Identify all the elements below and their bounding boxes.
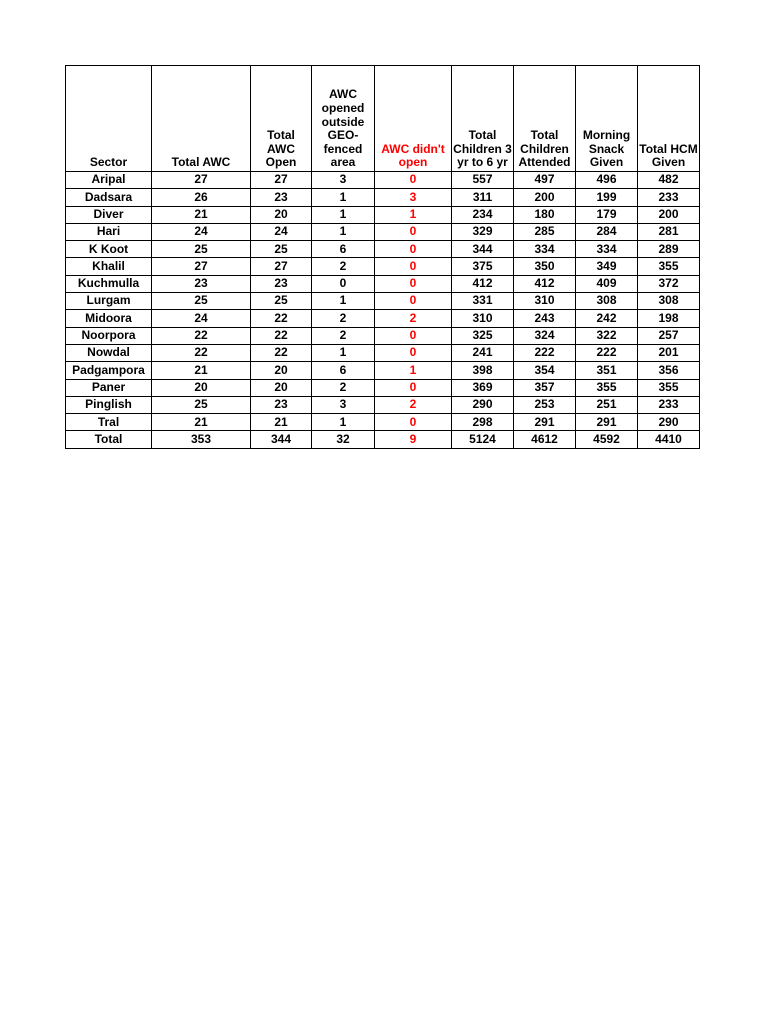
value-cell: 22	[251, 310, 312, 327]
value-cell: 290	[638, 414, 700, 431]
value-cell: 0	[375, 258, 452, 275]
sector-cell: Padgampora	[66, 362, 152, 379]
value-cell: 354	[514, 362, 576, 379]
value-cell: 290	[452, 396, 514, 413]
value-cell: 334	[514, 241, 576, 258]
value-cell: 0	[375, 344, 452, 361]
value-cell: 233	[638, 189, 700, 206]
value-cell: 324	[514, 327, 576, 344]
value-cell: 25	[152, 241, 251, 258]
table-row	[66, 344, 700, 361]
header-children-attended: Total Children Attended	[514, 66, 576, 172]
value-cell: 310	[452, 310, 514, 327]
value-cell: 350	[514, 258, 576, 275]
value-cell: 284	[576, 223, 638, 240]
value-cell: 3	[375, 189, 452, 206]
value-cell: 2	[312, 327, 375, 344]
value-cell: 1	[375, 206, 452, 223]
value-cell: 369	[452, 379, 514, 396]
sector-cell: Khalil	[66, 258, 152, 275]
value-cell: 409	[576, 275, 638, 292]
header-row	[66, 66, 700, 172]
value-cell: 4592	[576, 431, 638, 448]
value-cell: 2	[375, 396, 452, 413]
header-total-awc-open: Total AWC Open	[251, 66, 312, 172]
sector-cell: Noorpora	[66, 327, 152, 344]
value-cell: 234	[452, 206, 514, 223]
sector-cell: Lurgam	[66, 293, 152, 310]
value-cell: 20	[251, 379, 312, 396]
value-cell: 23	[251, 189, 312, 206]
value-cell: 412	[514, 275, 576, 292]
value-cell: 22	[251, 344, 312, 361]
value-cell: 4612	[514, 431, 576, 448]
value-cell: 398	[452, 362, 514, 379]
value-cell: 0	[375, 327, 452, 344]
header-total-hcm: Total HCM Given	[638, 66, 700, 172]
value-cell: 21	[152, 362, 251, 379]
value-cell: 291	[514, 414, 576, 431]
sector-cell: Midoora	[66, 310, 152, 327]
value-cell: 3	[312, 172, 375, 189]
table-row	[66, 206, 700, 223]
value-cell: 27	[251, 258, 312, 275]
value-cell: 2	[312, 379, 375, 396]
value-cell: 0	[375, 414, 452, 431]
value-cell: 251	[576, 396, 638, 413]
value-cell: 372	[638, 275, 700, 292]
value-cell: 198	[638, 310, 700, 327]
table-row	[66, 223, 700, 240]
value-cell: 311	[452, 189, 514, 206]
value-cell: 21	[251, 414, 312, 431]
value-cell: 0	[375, 241, 452, 258]
table-row	[66, 362, 700, 379]
table-row	[66, 258, 700, 275]
value-cell: 557	[452, 172, 514, 189]
value-cell: 1	[312, 189, 375, 206]
value-cell: 25	[152, 293, 251, 310]
value-cell: 9	[375, 431, 452, 448]
value-cell: 25	[251, 241, 312, 258]
value-cell: 24	[152, 310, 251, 327]
value-cell: 24	[251, 223, 312, 240]
value-cell: 0	[375, 275, 452, 292]
value-cell: 412	[452, 275, 514, 292]
sector-cell: Tral	[66, 414, 152, 431]
value-cell: 257	[638, 327, 700, 344]
value-cell: 310	[514, 293, 576, 310]
value-cell: 26	[152, 189, 251, 206]
value-cell: 1	[312, 414, 375, 431]
value-cell: 23	[152, 275, 251, 292]
table-row	[66, 172, 700, 189]
awc-summary-table	[65, 65, 700, 449]
value-cell: 298	[452, 414, 514, 431]
table-row	[66, 275, 700, 292]
table-row	[66, 293, 700, 310]
value-cell: 233	[638, 396, 700, 413]
header-awc-outside-geofence: AWC opened outside GEO-fenced area	[312, 66, 375, 172]
value-cell: 20	[251, 206, 312, 223]
table-row	[66, 327, 700, 344]
table-row	[66, 241, 700, 258]
value-cell: 23	[251, 396, 312, 413]
value-cell: 5124	[452, 431, 514, 448]
value-cell: 329	[452, 223, 514, 240]
value-cell: 334	[576, 241, 638, 258]
header-total-children: Total Children 3 yr to 6 yr	[452, 66, 514, 172]
table-row	[66, 379, 700, 396]
value-cell: 1	[312, 344, 375, 361]
value-cell: 281	[638, 223, 700, 240]
header-sector: Sector	[66, 66, 152, 172]
value-cell: 25	[152, 396, 251, 413]
value-cell: 0	[375, 379, 452, 396]
value-cell: 253	[514, 396, 576, 413]
value-cell: 289	[638, 241, 700, 258]
value-cell: 25	[251, 293, 312, 310]
table-body	[66, 172, 700, 449]
value-cell: 27	[152, 172, 251, 189]
value-cell: 27	[251, 172, 312, 189]
value-cell: 325	[452, 327, 514, 344]
value-cell: 6	[312, 362, 375, 379]
sector-cell: K Koot	[66, 241, 152, 258]
value-cell: 375	[452, 258, 514, 275]
value-cell: 496	[576, 172, 638, 189]
value-cell: 2	[312, 258, 375, 275]
value-cell: 308	[638, 293, 700, 310]
table-row	[66, 396, 700, 413]
value-cell: 0	[312, 275, 375, 292]
value-cell: 353	[152, 431, 251, 448]
value-cell: 285	[514, 223, 576, 240]
value-cell: 1	[375, 362, 452, 379]
value-cell: 3	[312, 396, 375, 413]
value-cell: 200	[514, 189, 576, 206]
value-cell: 243	[514, 310, 576, 327]
value-cell: 222	[514, 344, 576, 361]
table-row	[66, 414, 700, 431]
sector-cell: Aripal	[66, 172, 152, 189]
sector-cell: Kuchmulla	[66, 275, 152, 292]
total-row	[66, 431, 700, 448]
value-cell: 180	[514, 206, 576, 223]
table-row	[66, 310, 700, 327]
value-cell: 179	[576, 206, 638, 223]
header-morning-snack: Morning Snack Given	[576, 66, 638, 172]
value-cell: 0	[375, 293, 452, 310]
sector-cell: Nowdal	[66, 344, 152, 361]
value-cell: 344	[452, 241, 514, 258]
value-cell: 0	[375, 223, 452, 240]
value-cell: 20	[251, 362, 312, 379]
value-cell: 1	[312, 223, 375, 240]
header-total-awc: Total AWC	[152, 66, 251, 172]
value-cell: 21	[152, 414, 251, 431]
value-cell: 357	[514, 379, 576, 396]
value-cell: 497	[514, 172, 576, 189]
value-cell: 322	[576, 327, 638, 344]
sector-cell: Dadsara	[66, 189, 152, 206]
value-cell: 356	[638, 362, 700, 379]
value-cell: 4410	[638, 431, 700, 448]
value-cell: 355	[576, 379, 638, 396]
value-cell: 200	[638, 206, 700, 223]
value-cell: 331	[452, 293, 514, 310]
sector-cell: Paner	[66, 379, 152, 396]
header-awc-didnt-open: AWC didn't open	[375, 66, 452, 172]
value-cell: 1	[312, 206, 375, 223]
value-cell: 355	[638, 379, 700, 396]
sector-cell: Pinglish	[66, 396, 152, 413]
value-cell: 2	[375, 310, 452, 327]
value-cell: 32	[312, 431, 375, 448]
value-cell: 22	[152, 327, 251, 344]
value-cell: 1	[312, 293, 375, 310]
value-cell: 201	[638, 344, 700, 361]
value-cell: 22	[152, 344, 251, 361]
value-cell: 21	[152, 206, 251, 223]
sector-cell: Hari	[66, 223, 152, 240]
value-cell: 27	[152, 258, 251, 275]
value-cell: 241	[452, 344, 514, 361]
value-cell: 199	[576, 189, 638, 206]
value-cell: 222	[576, 344, 638, 361]
value-cell: 308	[576, 293, 638, 310]
sector-cell: Total	[66, 431, 152, 448]
value-cell: 291	[576, 414, 638, 431]
value-cell: 0	[375, 172, 452, 189]
value-cell: 355	[638, 258, 700, 275]
value-cell: 20	[152, 379, 251, 396]
value-cell: 23	[251, 275, 312, 292]
value-cell: 24	[152, 223, 251, 240]
value-cell: 351	[576, 362, 638, 379]
sector-cell: Diver	[66, 206, 152, 223]
value-cell: 22	[251, 327, 312, 344]
table-row	[66, 189, 700, 206]
value-cell: 6	[312, 241, 375, 258]
value-cell: 482	[638, 172, 700, 189]
value-cell: 344	[251, 431, 312, 448]
value-cell: 349	[576, 258, 638, 275]
value-cell: 242	[576, 310, 638, 327]
value-cell: 2	[312, 310, 375, 327]
